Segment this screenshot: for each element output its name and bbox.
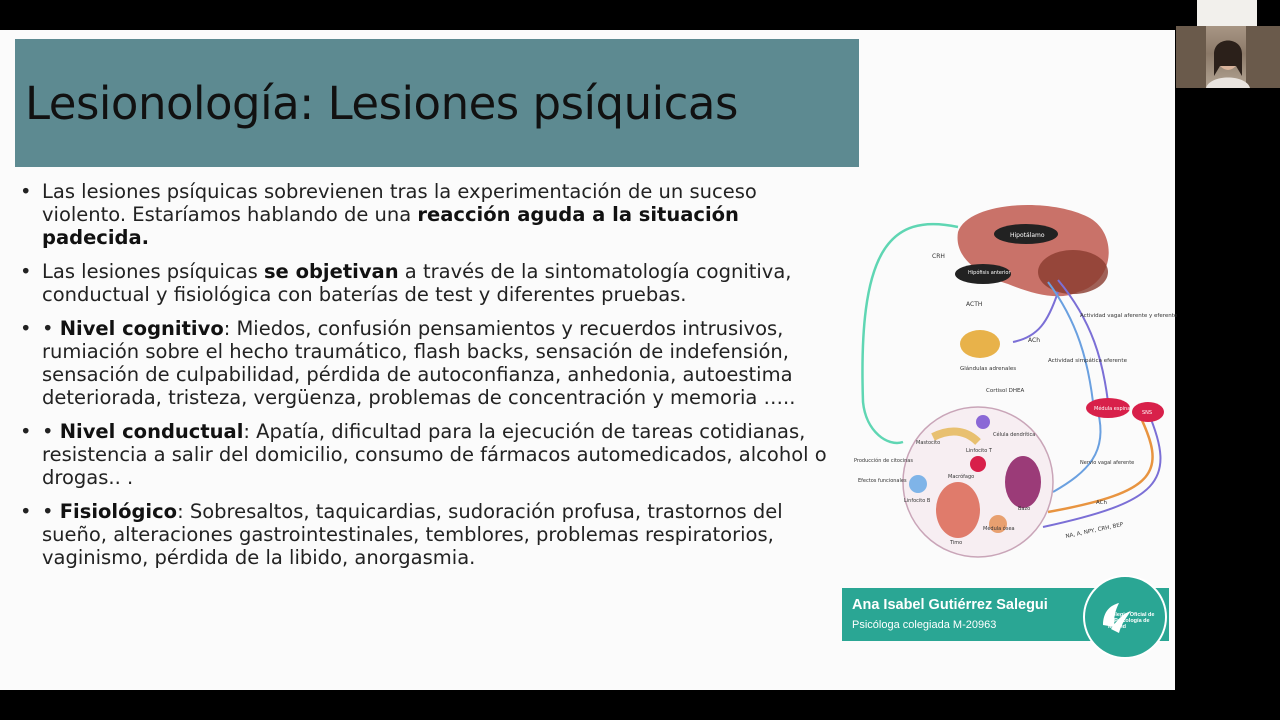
lymph-label: Linfocito T (966, 448, 992, 454)
bullet-text: : Miedos, confusión pensamientos y recuerdos intrusivos, rumiación sobre el hecho traumático, flash backs, sensación de indefensión, sensación de culpabilidad, pérdida de autoconfianza, anhedonia, autoestima deteriorada, tristeza, vergüenza, problemas de concentración y memoria ….. (42, 317, 796, 409)
bullet-dot: • (20, 260, 32, 283)
bullet-dot: • (20, 317, 32, 340)
title-bar (15, 39, 859, 167)
sns-label: SNS (1142, 410, 1153, 416)
bone-marrow-label: Médula ósea (983, 526, 1015, 532)
bullet-prefix: • (42, 317, 60, 340)
vagal-label: Actividad vagal aferente y eferente (1080, 313, 1178, 319)
bullet-bold-text: Fisiológico (59, 500, 178, 523)
bullet-dot: • (20, 180, 32, 203)
spleen-image (1005, 456, 1041, 508)
presenter-role: Psicóloga colegiada M-20963 (852, 619, 997, 631)
bullet-dot: • (20, 420, 32, 443)
stress-immune-diagram (848, 192, 1180, 546)
bullet-text: Las lesiones psíquicas (42, 260, 264, 283)
cytokines-label: Producción de citocinas (854, 458, 913, 464)
bullet-item (20, 180, 840, 249)
ach2-label: ACh (1096, 500, 1107, 506)
bullet-bold-text: Nivel conductual (59, 420, 244, 443)
adrenal-glands (960, 330, 1000, 358)
presenter-name: Ana Isabel Gutiérrez Salegui (852, 597, 1048, 613)
ach-label: ACh (1028, 337, 1040, 344)
bullet-bold-text: Nivel cognitivo (59, 317, 224, 340)
bullet-prefix: • (42, 500, 60, 523)
bullet-item (20, 420, 840, 489)
bullet-dot: • (20, 500, 32, 523)
thymus-label: Timo (950, 540, 963, 546)
bullet-item (20, 260, 840, 306)
acth-label: ACTH (966, 301, 983, 308)
bullet-item (20, 317, 840, 409)
macro-label: Macrófago (948, 474, 975, 480)
bullet-text: : Apatía, dificultad para la ejecución de tareas cotidianas, resistencia a salir del domicilio, consumo de fármacos automedicados, alcohol o drogas.. . (42, 420, 827, 489)
mast-label: Mastocito (916, 440, 941, 446)
bullet-bold-text: reacción aguda a la situación padecida. (42, 203, 739, 249)
crh-label: CRH (932, 253, 945, 260)
effects-label: Efectos funcionales (858, 478, 907, 484)
pituitary-label: Hipófisis anterior (968, 270, 1011, 276)
bullet-list (20, 180, 840, 580)
bullet-item (20, 500, 840, 569)
lymph-b-label: Linfocito B (904, 498, 931, 504)
spinal-label: Médula espinal (1094, 406, 1132, 412)
bullet-bold-text: se objetivan (263, 260, 399, 283)
bullet-text: Las lesiones psíquicas sobrevienen tras la experimentación de un suceso violento. Estaríamos hablando de una (42, 180, 757, 226)
sympathetic-label: Actividad simpática eferente (1048, 358, 1127, 364)
bullet-text: : Sobresaltos, taquicardias, sudoración profusa, trastornos del sueño, alteraciones gastrointestinales, temblores, problemas respiratorios, vaginismo, pérdida de la libido, anorgasmia. (42, 500, 783, 569)
adrenal-label: Glándulas adrenales (960, 366, 1017, 372)
hypothalamus-label: Hipotálamo (1010, 232, 1045, 239)
slide-title: Lesionología: Lesiones psíquicas (25, 77, 738, 130)
bullet-prefix: • (42, 420, 60, 443)
neurotransmitter-label: NA, A, NPY, CRH, BEP (1065, 521, 1124, 540)
college-logo-text: Colegio Oficial de la Psicología de Madrid (1108, 612, 1155, 630)
cortisol-label: Cortisol DHEA (986, 388, 1025, 394)
person-icon (1176, 26, 1280, 88)
dendritic-label: Célula dendrítica (993, 432, 1036, 438)
thymus-image (936, 482, 980, 538)
spleen-label: Bazo (1018, 506, 1031, 512)
bullet-text: a través de la sintomatología cognitiva, conductual y fisiológica con baterías de test y diferentes pruebas. (42, 260, 792, 306)
presenter-webcam[interactable] (1176, 26, 1280, 88)
webcam-thumbnail-top (1197, 0, 1257, 26)
vagus-label: Nervio vagal aferente (1080, 460, 1135, 466)
